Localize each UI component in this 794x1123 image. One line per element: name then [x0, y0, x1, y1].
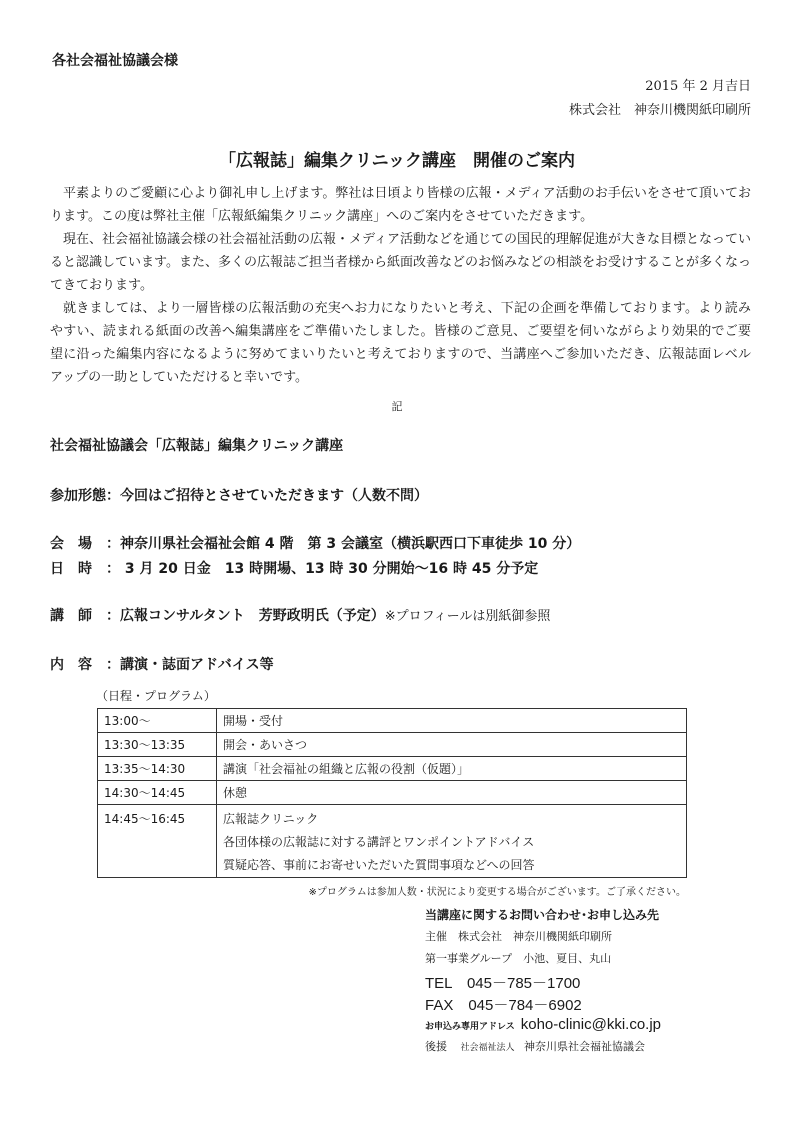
program-item: 開場・受付: [217, 709, 687, 733]
body-paragraph: 就きましては、より一層皆様の広報活動の充実へお力になりたいと考え、下記の企画を準備しております。より読みやすい、読まれる紙面の改善へ編集講座をご準備いたしました。皆様のご意見、ご要望を伺いながらより効果的でご要望に沿った編集内容になるように努めてまいりたいと考えておりますので、当講座へご参加いただき、広報誌面レベルアップの一助としていただけると幸いです。: [50, 301, 751, 385]
venue-line: 会 場 ：神奈川県社会福祉会館 4 階 第 3 会議室（横浜駅西口下車徒歩 10 分）: [50, 536, 581, 552]
program-time: 13:35～14:30: [98, 757, 217, 781]
support-org: 神奈川県社会福祉協議会: [524, 1040, 646, 1053]
contact-support: [425, 1038, 745, 1060]
lecturer-note: ※プロフィールは別紙御参照: [384, 609, 551, 624]
contact-fax: FAX 045－784－6902: [425, 997, 582, 1014]
sender-company: 株式会社 神奈川機関紙印刷所: [568, 103, 751, 118]
body-text: [50, 182, 751, 389]
body-paragraph: 平素よりのご愛顧に心より御礼申し上げます。弊社は日頃より皆様の広報・メディア活動のお手伝いをさせて頂いております。この度は弊社主催「広報紙編集クリニック講座」へのご案内をさせていただきます。: [50, 186, 751, 224]
issue-date: 2015 年 2 月吉日: [645, 79, 751, 94]
program-caption: （日程・プログラム）: [96, 689, 216, 703]
lecturer-line: [50, 605, 550, 625]
program-item: 各団体様の広報誌に対する講評とワンポイントアドバイス: [223, 835, 535, 849]
contact-title: 当講座に関するお問い合わせ･お申し込み先: [425, 908, 660, 922]
program-time: 13:30～13:35: [98, 733, 217, 757]
table-row: [98, 781, 687, 805]
program-item: 質疑応答、事前にお寄せいただいた質問事項などへの回答: [223, 858, 535, 872]
ki-mark: 記: [391, 400, 403, 413]
contact-tel: TEL 045－785－1700: [425, 975, 581, 992]
table-row: [98, 805, 687, 878]
contact-email-line: [425, 1016, 745, 1038]
page-title: 「広報誌」編集クリニック講座 開催のご案内: [219, 151, 575, 171]
program-item: 休憩: [217, 781, 687, 805]
contact-block: [425, 906, 745, 1060]
program-item: 開会・あいさつ: [217, 733, 687, 757]
table-row: [98, 733, 687, 757]
body-paragraph: 現在、社会福祉協議会様の社会福祉活動の広報・メディア活動などを通じての国民的理解促進が大きな目標となっていると認識しています。また、多くの広報誌ご担当者様から紙面改善などのお悩みなどの相談をお受けすることが多くなってきております。: [50, 232, 751, 293]
content-line: 内 容 ：講演・誌面アドバイス等: [50, 657, 274, 673]
lecturer-text: 講 師 ：広報コンサルタント 芳野政明氏（予定）: [50, 608, 385, 624]
course-name: 社会福祉協議会「広報誌」編集クリニック講座: [50, 438, 344, 454]
program-table: [97, 708, 687, 878]
email-label: お申込み専用アドレス: [425, 1022, 515, 1032]
program-item: 講演「社会福祉の組織と広報の役割（仮題）」: [217, 757, 687, 781]
program-item-group: [217, 805, 687, 878]
addressee: 各社会福祉協議会様: [52, 53, 178, 69]
participation-line: 参加形態：今回はご招待とさせていただきます（人数不問）: [50, 488, 428, 504]
program-item: 広報誌クリニック: [223, 812, 319, 826]
program-time: 14:30～14:45: [98, 781, 217, 805]
table-row: [98, 757, 687, 781]
email-address: koho-clinic@kki.co.jp: [520, 1016, 662, 1033]
support-org-type: 社会福祉法人: [460, 1043, 515, 1053]
support-label: 後援: [425, 1040, 447, 1053]
contact-organizer: 主催 株式会社 神奈川機関紙印刷所: [425, 930, 612, 943]
program-time: 14:45～16:45: [98, 805, 217, 878]
table-row: [98, 709, 687, 733]
program-time: 13:00～: [98, 709, 217, 733]
contact-group: 第一事業グループ 小池、夏目、丸山: [425, 952, 612, 965]
datetime-line: 日 時 ： 3 月 20 日金 13 時開場、13 時 30 分開始～16 時 45 分予定: [50, 561, 539, 577]
program-footnote: ※プログラムは参加人数・状況により変更する場合がございます。ご了承ください。: [308, 887, 686, 898]
